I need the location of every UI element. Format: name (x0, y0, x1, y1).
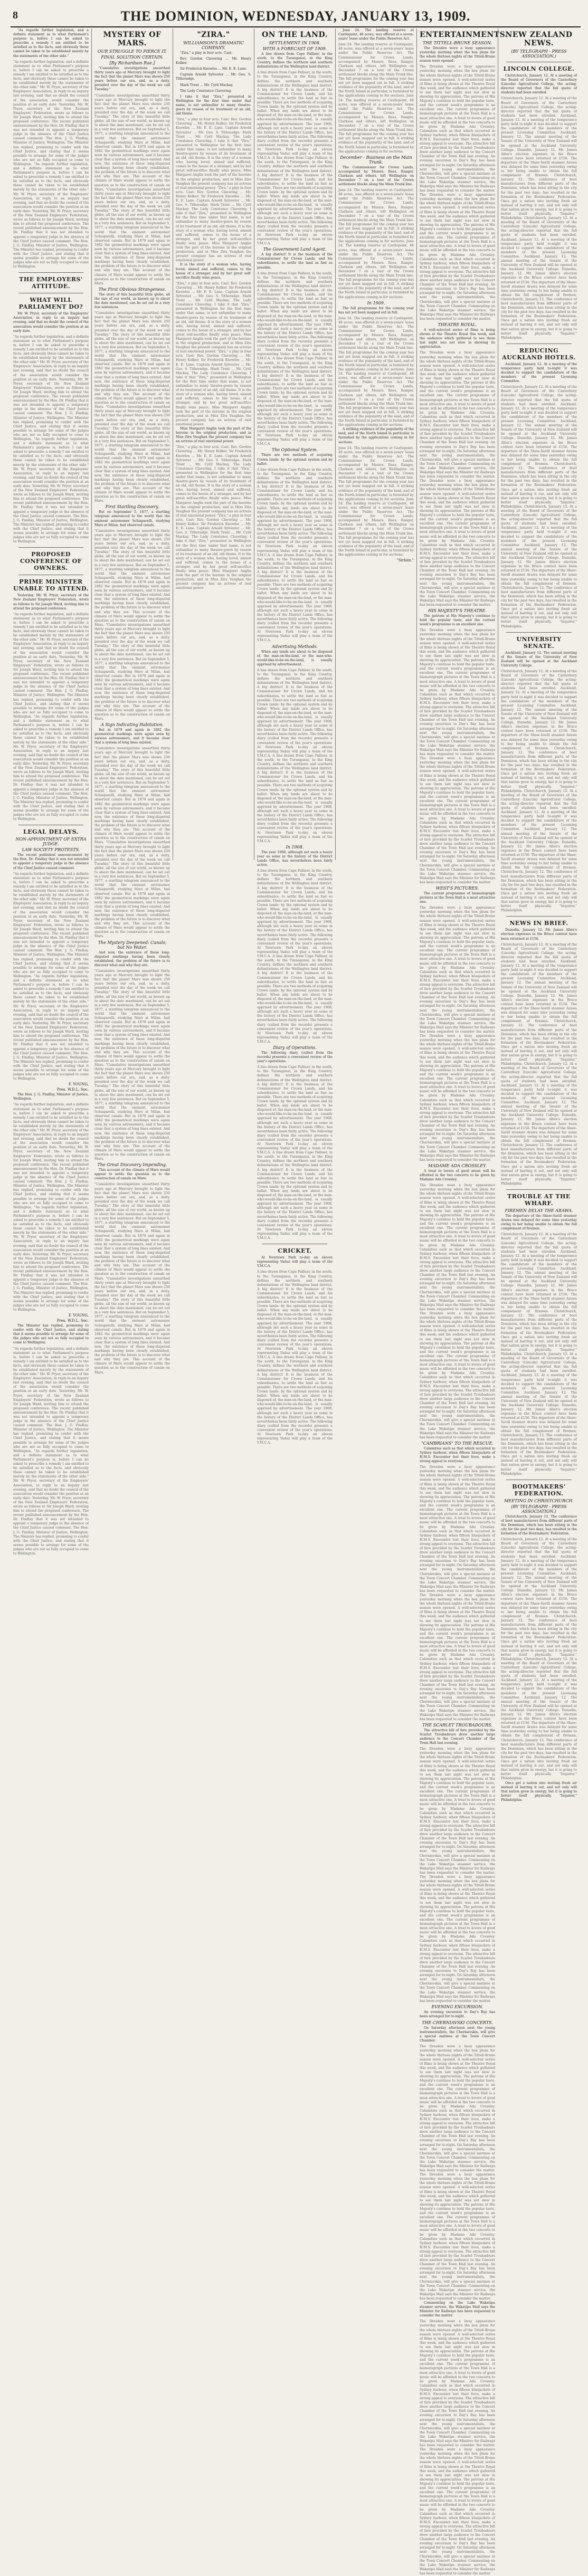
article-body: A treat to lovers of good music will be afforded in the two concerts to be given by Madame Ada Crossley. (420, 1169, 495, 1182)
subheading: Diary of Operations. (273, 1045, 317, 1050)
headline: WHAT WILL PARLIAMENT DO? (18, 297, 83, 311)
column-1 (11, 28, 92, 1556)
headline: REDUCING AUCKLAND HOTELS. (502, 347, 576, 361)
filler-text: "As regards further legislation, and a definite statement as to what Parliament's purpose is, before I can be asked to prescribe a remedy I am entitled to be satisfied as to the facts, and obviously these cannot be taken to be established merely by the statements of the other side." Mr. W. Pryor, secretary of the Employers' Association, in reply to an inquiry last evening, said that no doubt the council of the association would consider the position at an early date. Yesterday, Mr. W. Pryor, secretary of the New Zealand Employers' Federation, wrote as follows to Sir Joseph Ward, inviting him to attend the proposed conference. The recent published announcement by the Hon. Dr. Findlay that it was not intended to appoint a temporary judge in the absence of the Chief Justice caused comment. The Hon. J. G. Findlay, Minister of Justice, Wellington. The Minister has replied, promising to confer with the Chief Justice, and stating that it seems possible to arrange for some of the judges who are not so fully occupied to come to Wellington. "As regards further legislation, and a definite statement as to what Parliament's purpose is, before I can be asked to prescribe a remedy I am entitled to be satisfied as to the facts, and obviously these cannot be taken to be established merely by the statements of the other side." Mr. W. Pryor, secretary of the Employers' Association, in reply to an inquiry last evening, said that no doubt the council of the association would consider the position at an early date. Yesterday, Mr. W. Pryor, secretary of the New Zealand Employers' Federation, wrote as follows to Sir Joseph Ward, inviting him to attend the proposed conference. The recent published announcement by the Hon. Dr. Findlay that it was not intended to appoint a temporary judge in the absence of the Chief Justice caused comment. The Hon. J. G. Findlay, Minister of Justice, Wellington. The Minister has replied, promising to confer with the Chief Justice, and stating that it seems possible to arrange for some of the judges who are not so fully occupied to come to Wellington. (13, 1103, 89, 1312)
cast-intro: "Zira," a play in four acts. Cast: (180, 51, 233, 55)
page-number: 8 (13, 9, 18, 21)
article-body: I take it that "Zira," presented in Wellington for the first time under that name, is not unfamiliar to many theatre-goers by reason of its treatment of an old, old theme. (176, 94, 251, 116)
cast-entry: Mark Trent ... Mr. Cyril Mackay. (180, 83, 233, 87)
headline: ENTERTAINMENTS. (420, 31, 508, 39)
article-body: The Dresden wore a busy appearance yesterday morning when the box plans for the whole thirteen nights of the Tittell-Brune season were opened. (420, 46, 495, 63)
column-7 (498, 28, 580, 1802)
article-body: But in 1879 and again in 1882 the geometrical markings were again seen by various astronomers, and it became clear that a system of long lines existed. (94, 728, 170, 745)
subheading: MADAME ADA CROSSLEY. (428, 1163, 487, 1168)
cast-list (176, 51, 251, 93)
filler-text: "Zira," a play in four acts. Cast: Rev. Gordon Clavering ... Mr. Henry Kolker. Sir Frederick Knowles ... Mr. E. E. Lane. Captain Arnold Sylvester ... Mr. Geo. S. Titheradge. Mark Trent ... Mr. Cyril Mackay. The Lady Constance Clavering. I take it that "Zira," presented in Wellington for the first time under that name, is not unfamiliar to many theatre-goers by reason of its treatment of an old, old theme. It is the story of a woman who, having loved, sinned and suffered, comes to the house of a stranger, and by her great self-sacrifice finally wins peace. Miss Margaret Anglin took the part of the heroine in the original production, and in Miss Zira Vaughan the present company has an actress of real emotional power. "Zira," a play in four acts. Cast: Rev. Gordon Clavering ... Mr. Henry Kolker. Sir Frederick Knowles ... Mr. E. E. Lane. Captain Arnold Sylvester ... Mr. Geo. S. Titheradge. Mark Trent ... Mr. Cyril Mackay. The Lady Constance Clavering. I take it that "Zira," presented in Wellington for the first time under that name, is not unfamiliar to many theatre-goers by reason of its treatment of an old, old theme. It is the story of a woman who, having loved, sinned and suffered, comes to the house of a stranger, and by her great self-sacrifice finally wins peace. Miss Margaret Anglin took the part of the heroine in the original production, and in Miss Zira Vaughan the present company has an actress of real emotional power. (176, 118, 251, 263)
filler-text: The Dresden wore a busy appearance yesterday morning when the box plans for the whole thirteen nights of the Tittell-Brune season were opened. A well-selected series of films is being shown at the Theatre Royal this week, and the audience which gathered to see them last night was not slow in showing its appreciation. The patrons at His Majesty's continue to hold the popular taste, and the current week's programme is an excellent one. The current programme of biomatograph pictures at the Town Hall is a most attractive one. A treat to lovers of good music will be afforded in the two concerts to be given by Madame Ada Crossley. Calamities such as that which occurred in Sydney harbour, when fifteen bluejackets of H.M.S. Encounter lost their lives, make a strong appeal to everyone. The attractive bill of fare provided by the Scarlet Troubadours drew another large audience to the Concert Chamber of the Town Hall last evening. An evening excursion to Day's Bay has been arranged for to-night. On Saturday afternoon next the young instrumentalists, the Cherniavskis, will give a special matinee at the Town Concert Chamber. Commenting on the Lake Wakatipu steamer service, the Wakatipu Mail says the Minister for Railways has been requested to consider the matter. The Dresden wore a busy appearance yesterday morning when the box plans for the whole thirteen nights of the Tittell-Brune season were opened. A well-selected series of films is being shown at the Theatre Royal this week, and the audience which gathered to see them last night was not slow in showing its appreciation. The patrons at His Majesty's continue to hold the popular taste, and the current week's programme is an excellent one. The current programme of biomatograph pictures at the Town Hall is a most attractive one. A treat to lovers of good music will be afforded in the two concerts to be given by Madame Ada Crossley. Calamities such as that which occurred in Sydney harbour, when fifteen bluejackets of H.M.S. Encounter lost their lives, make a strong appeal to everyone. The attractive bill of fare provided by the Scarlet Troubadours drew another large audience to the Concert Chamber of the Town Hall last evening. An evening excursion to Day's Bay has been arranged for to-night. On Saturday afternoon next the young instrumentalists, the Cherniavskis, will give a special matinee at the Town Concert Chamber. Commenting on the Lake Wakatipu steamer service, the Wakatipu Mail says the Minister for Railways has been requested to consider the matter. (420, 65, 495, 321)
subheading: "CAMBRIANS" TO THE RESCUE. (421, 1440, 494, 1446)
filler-text: The Dresden wore a busy appearance yesterday morning when the box plans for the whole thirteen nights of the Tittell-Brune season were opened. A well-selected series of films is being shown at the Theatre Royal this week, and the audience which gathered to see them last night was not slow in showing its appreciation. The patrons at His Majesty's continue to hold the popular taste, and the current week's programme is an excellent one. The current programme of biomatograph pictures at the Town Hall is a most attractive one. A treat to lovers of good music will be afforded in the two concerts to be given by Madame Ada Crossley. Calamities such as that which occurred in Sydney harbour, when fifteen bluejackets of H.M.S. Encounter lost their lives, make a strong appeal to everyone. The attractive bill of fare provided by the Scarlet Troubadours drew another large audience to the Concert Chamber of the Town Hall last evening. An evening excursion to Day's Bay has been arranged for to-night. On Saturday afternoon next the young instrumentalists, the Cherniavskis, will give a special matinee at the Town Concert Chamber. Commenting on the Lake Wakatipu steamer service, the Wakatipu Mail says the Minister for Railways has been requested to consider the matter. The Dresden wore a busy appearance yesterday morning when the box plans for the whole thirteen nights of the Tittell-Brune season were opened. A well-selected series of films is being shown at the Theatre Royal this week, and the audience which gathered to see them last night was not slow in showing its appreciation. The patrons at His Majesty's continue to hold the popular taste, and the current week's programme is an excellent one. The current programme of biomatograph pictures at the Town Hall is a most attractive one. A treat to lovers of good music will be afforded in the two concerts to be given by Madame Ada Crossley. Calamities such as that which occurred in Sydney harbour, when fifteen bluejackets of H.M.S. Encounter lost their lives, make a strong appeal to everyone. The attractive bill of fare provided by the Scarlet Troubadours drew another large audience to the Concert Chamber of the Town Hall last evening. An evening excursion to Day's Bay has been arranged for to-night. On Saturday afternoon next the young instrumentalists, the Cherniavskis, will give a special matinee at the Town Concert Chamber. Commenting on the Lake Wakatipu steamer service, the Wakatipu Mail says the Minister for Railways has been requested to consider the matter. (420, 2045, 495, 2301)
filler-text: "Cumulative investigations unearthed thirty years ago at Mercury brought to light the fact that the planet Mars was shown 250 years before our era, and, as a deity, presided over the day of the week we call Tuesday." The story of this beautiful little globe, all the size of our world, as known up to about the date mentioned, can be set out in a very few sentences. But on September 5, 1877, a startling telegram announced to the world that the eminent astronomer Schiaparelli, studying Mars at Milan, had observed canals. But in 1879 and again in 1882 the geometrical markings were again seen by various astronomers, and it became clear that a system of long lines existed. And now, the existence of these long-disputed markings having been clearly established, the problem of the future is to discover what and why they are. This account of the climate of Mars would appear to settle the question as to the construction of canals on Mars. "Cumulative investigations unearthed thirty years ago at Mercury brought to light the fact that the planet Mars was shown 250 years before our era, and, as a deity, presided over the day of the week we call Tuesday." The story of this beautiful little globe, all the size of our world, as known up to about the date mentioned, can be set out in a very few sentences. But on September 5, 1877, a startling telegram announced to the world that the eminent astronomer Schiaparelli, studying Mars at Milan, had observed canals. But in 1879 and again in 1882 the geometrical markings were again seen by various astronomers, and it became clear that a system of long lines existed. And now, the existence of these long-disputed markings having been clearly established, the problem of the future is to discover what and why they are. This account of the climate of Mars would appear to settle the question as to the construction of canals on Mars. (94, 529, 170, 721)
article-body: The Minister has replied, promising to confer with the Chief Justice, and stating that it seems possible to arrange for some of the judges who are not so fully occupied to come to Wellington. (13, 1324, 89, 1345)
signature: F. YOUNG, (68, 1082, 89, 1087)
article-body: The current programme of biomatograph pictures at the Town Hall is a most attractive one. (420, 892, 495, 904)
subheading: FIREMEN DELAY THE ARAWA. (505, 1208, 573, 1213)
cast-entry: Rev. Gordon Clavering ... Mr. Henry Kolker. (176, 57, 251, 65)
filler-text: "Cumulative investigations unearthed thirty years ago at Mercury brought to light the fact that the planet Mars was shown 250 years before our era, and, as a deity, presided over the day of the week we call Tuesday." The story of this beautiful little globe, all the size of our world, as known up to about the date mentioned, can be set out in a very few sentences. But on September 5, 1877, a startling telegram announced to the world that the eminent astronomer Schiaparelli, studying Mars at Milan, had observed canals. But in 1879 and again in 1882 the geometrical markings were again seen by various astronomers, and it became clear that a system of long lines existed. And now, the existence of these long-disputed markings having been clearly established, the problem of the future is to discover what and why they are. This account of the climate of Mars would appear to settle the question as to the construction of canals on Mars. "Cumulative investigations unearthed thirty years ago at Mercury brought to light the fact that the planet Mars was shown 250 years before our era, and, as a deity, presided over the day of the week we call Tuesday." The story of this beautiful little globe, all the size of our world, as known up to about the date mentioned, can be set out in a very few sentences. But on September 5, 1877, a startling telegram announced to the world that the eminent astronomer Schiaparelli, studying Mars at Milan, had observed canals. But in 1879 and again in 1882 the geometrical markings were again seen by various astronomers, and it became clear that a system of long lines existed. And now, the existence of these long-disputed markings having been clearly established, the problem of the future is to discover what and why they are. This account of the climate of Mars would appear to settle the question as to the construction of canals on Mars. (94, 311, 170, 503)
subheading: THEATRE ROYAL. (438, 322, 477, 327)
headline: "ZIRA." (197, 31, 230, 39)
subheading: The Optional System. (271, 447, 318, 453)
filler-text: Christchurch, January 12. At a meeting of the Board of Governors of the Canterbury (Lincoln) Agricultural College, the acting-director reported that the full quota of students had been enrolled. Auckland, January 12. At a meeting of the temperance party held to-night it was decided to support the candidature of the members of the present Licensing Committee. Auckland, January 12. The annual meeting of the Senate of the University of New Zealand will be opened at the Auckland University College. Dunedin, January 12. Mr. James Allen's election expenses in the Bruce contest have been returned at £156. The departure of the Shaw-Savill steamer Arawa was delayed for some time yesterday owing to her being unable to obtain the full complement of firemen. Christchurch, January 12. The conference of boot manufacturers from different parts of the Dominion, which has been sitting in the city for the past two days, has resulted in the formation of the Bootmakers' Federation. Once get a nation into inviting fresh air instead of barring it out, and not only will that nation grow in energy, but it is going to better itself physically. "Inquirer," Philadelphia. Christchurch, January 12. At a meeting of the Board of Governors of the Canterbury (Lincoln) Agricultural College, the acting-director reported that the full quota of students had been enrolled. Auckland, January 12. At a meeting of the temperance party held to-night it was decided to support the candidature of the members of the present Licensing Committee. Auckland, January 12. The annual meeting of the Senate of the University of New Zealand will be opened at the Auckland University College. Dunedin, January 12. Mr. James Allen's election expenses in the Bruce contest have been returned at £156. The departure of the Shaw-Savill steamer Arawa was delayed for some time yesterday owing to her being unable to obtain the full complement of firemen. Christchurch, January 12. The conference of boot manufacturers from different parts of the Dominion, which has been sitting in the city for the past two days, has resulted in the formation of the Bootmakers' Federation. Once get a nation into inviting fresh air instead of barring it out, and not only will that nation grow in energy, but it is going to better itself physically. "Inquirer," Philadelphia. (501, 97, 577, 340)
article-body: The patrons at His Majesty's continue to hold the popular taste, and the current week's programme is an excellent one. (420, 614, 495, 627)
headline: PROPOSED CONFERENCE OF OWNERS. (20, 551, 82, 572)
article-body: Miss Margaret Anglin took the part of the heroine in the original production, and in Miss Zira Vaughan the present company has an actress of real emotional power. (176, 426, 251, 444)
filler-text: A line drawn from Cape Palliser, in the south, to the Turanganui, in the King Country, defines the northern and southern delimitations of the Wellington land district. A big district! It is the business of the Commissioner for Crown Lands, and his subordinates, to settle the land as fast as possible. There are two methods of acquiring Crown lands: by the optional system and by ballot. When any lands are about to be disposed of, the man-on-the-land, or the man-who-would-like-to-be-on-the-land, is usually apprised by advertisement. The year 1908, although not such a heavy year as some in the history of the District Lands Office, has nevertheless been fairly active. The following diary (culled from the records) presents a convenient review of the year's operations. At Newtown Park to-day an eleven representing Vaduz will play a team of the Y.M.C.A. A line drawn from Cape Palliser, in the south, to the Turanganui, in the King Country, defines the northern and southern delimitations of the Wellington land district. A big district! It is the business of the Commissioner for Crown Lands, and his subordinates, to settle the land as fast as possible. There are two methods of acquiring Crown lands: by the optional system and by ballot. When any lands are about to be disposed of, the man-on-the-land, or the man-who-would-like-to-be-on-the-land, is usually apprised by advertisement. The year 1908, although not such a heavy year as some in the history of the District Lands Office, has nevertheless been fairly active. The following diary (culled from the records) presents a convenient review of the year's operations. At Newtown Park to-day an eleven representing Vaduz will play a team of the Y.M.C.A. (257, 869, 333, 1044)
article-body: The departure of the Shaw-Savill steamer Arawa was delayed for some time yesterday owing to her being unable to obtain the full complement of firemen. (501, 1214, 577, 1231)
filler-text: Christchurch, January 12. At a meeting of the Board of Governors of the Canterbury (Lincoln) Agricultural College, the acting-director reported that the full quota of students had been enrolled. Auckland, January 12. At a meeting of the temperance party held to-night it was decided to support the candidature of the members of the present Licensing Committee. Auckland, January 12. The annual meeting of the Senate of the University of New Zealand will be opened at the Auckland University College. Dunedin, January 12. Mr. James Allen's election expenses in the Bruce contest have been returned at £156. The departure of the Shaw-Savill steamer Arawa was delayed for some time yesterday owing to her being unable to obtain the full complement of firemen. Christchurch, January 12. The conference of boot manufacturers from different parts of the Dominion, which has been sitting in the city for the past two days, has resulted in the formation of the Bootmakers' Federation. Once get a nation into inviting fresh air instead of barring it out, and not only will that nation grow in energy, but it is going to better itself physically. "Inquirer," Philadelphia. Christchurch, January 12. At a meeting of the Board of Governors of the Canterbury (Lincoln) Agricultural College, the acting-director reported that the full quota of students had been enrolled. Auckland, January 12. At a meeting of the temperance party held to-night it was decided to support the candidature of the members of the present Licensing Committee. Auckland, January 12. The annual meeting of the Senate of the University of New Zealand will be opened at the Auckland University College. Dunedin, January 12. Mr. James Allen's election expenses in the Bruce contest have been returned at £156. The departure of the Shaw-Savill steamer Arawa was delayed for some time yesterday owing to her being unable to obtain the full complement of firemen. Christchurch, January 12. The conference of boot manufacturers from different parts of the Dominion, which has been sitting in the city for the past two days, has resulted in the formation of the Bootmakers' Federation. Once get a nation into inviting fresh air instead of barring it out, and not only will that nation grow in energy, but it is going to better itself physically. "Inquirer," Philadelphia. (501, 1233, 577, 1476)
subheading: In 1908. (286, 844, 304, 850)
headline: NEWS IN BRIEF. (509, 920, 568, 927)
article-body: And now, the existence of these long-disputed markings having been clearly established, the problem of the future is to discover what and why they are. (94, 950, 170, 967)
subheading: OUR STRUGGLE TO PIERCE IT. (97, 49, 167, 54)
subheading: The Government Land Agent. (263, 247, 327, 252)
headline: PRIME MINISTER UNABLE TO ATTEND. (13, 578, 89, 593)
article-body: A big district! It is the business of the Commissioner for Crown Lands, and his subordinates, to settle the land as fast as possible. (257, 253, 333, 270)
filler-text: The Dresden wore a busy appearance yesterday morning when the box plans for the whole thirteen nights of the Tittell-Brune season were opened. A well-selected series of films is being shown at the Theatre Royal this week, and the audience which gathered to see them last night was not slow in showing its appreciation. The patrons at His Majesty's continue to hold the popular taste, and the current week's programme is an excellent one. The current programme of biomatograph pictures at the Town Hall is a most attractive one. A treat to lovers of good music will be afforded in the two concerts to be given by Madame Ada Crossley. Calamities such as that which occurred in Sydney harbour, when fifteen bluejackets of H.M.S. Encounter lost their lives, make a strong appeal to everyone. The attractive bill of fare provided by the Scarlet Troubadours drew another large audience to the Concert Chamber of the Town Hall last evening. An evening excursion to Day's Bay has been arranged for to-night. On Saturday afternoon next the young instrumentalists, the Cherniavskis, will give a special matinee at the Town Concert Chamber. Commenting on the Lake Wakatipu steamer service, the Wakatipu Mail says the Minister for Railways has been requested to consider the matter. The Dresden wore a busy appearance yesterday morning when the box plans for the whole thirteen nights of the Tittell-Brune season were opened. A well-selected series of films is being shown at the Theatre Royal this week, and the audience which gathered to see them last night was not slow in showing its appreciation. The patrons at His Majesty's continue to hold the popular taste, and the current week's programme is an excellent one. The current programme of biomatograph pictures at the Town Hall is a most attractive one. A treat to lovers of good music will be afforded in the two concerts to be given by Madame Ada Crossley. Calamities such as that which occurred in Sydney harbour, when fifteen bluejackets of H.M.S. Encounter lost their lives, make a strong appeal to everyone. The attractive bill of fare provided by the Scarlet Troubadours drew another large audience to the Concert Chamber of the Town Hall last evening. An evening excursion to Day's Bay has been arranged for to-night. On Saturday afternoon next the young instrumentalists, the Cherniavskis, will give a special matinee at the Town Concert Chamber. Commenting on the Lake Wakatipu steamer service, the Wakatipu Mail says the Minister for Railways has been requested to consider the matter. (420, 628, 495, 884)
signature: "Sirloin." (396, 558, 414, 563)
subheading: LAW SOCIETY PROTESTS. (22, 847, 80, 853)
cast-entry: Sir Frederick Knowles ... Mr. E. E. Lane. (180, 67, 247, 71)
headline: MYSTERY OF MARS. (103, 31, 162, 47)
filler-text: "As regards further legislation, and a definite statement as to what Parliament's purpose is, before I can be asked to prescribe a remedy I am entitled to be satisfied as to the facts, and obviously these cannot be taken to be established merely by the statements of the other side." Mr. W. Pryor, secretary of the Employers' Association, in reply to an inquiry last evening, said that no doubt the council of the association would consider the position at an early date. Yesterday, Mr. W. Pryor, secretary of the New Zealand Employers' Federation, wrote as follows to Sir Joseph Ward, inviting him to attend the proposed conference. The recent published announcement by the Hon. Dr. Findlay that it was not intended to appoint a temporary judge in the absence of the Chief Justice caused comment. The Hon. J. G. Findlay, Minister of Justice, Wellington. The Minister has replied, promising to confer with the Chief Justice, and stating that it seems possible to arrange for some of the judges who are not so fully occupied to come to Wellington. "As regards further legislation, and a definite statement as to what Parliament's purpose is, before I can be asked to prescribe a remedy I am entitled to be satisfied as to the facts, and obviously these cannot be taken to be established merely by the statements of the other side." Mr. W. Pryor, secretary of the Employers' Association, in reply to an inquiry last evening, said that no doubt the council of the association would consider the position at an early date. Yesterday, Mr. W. Pryor, secretary of the New Zealand Employers' Federation, wrote as follows to Sir Joseph Ward, inviting him to attend the proposed conference. The recent published announcement by the Hon. Dr. Findlay that it was not intended to appoint a temporary judge in the absence of the Chief Justice caused comment. The Hon. J. G. Findlay, Minister of Justice, Wellington. The Minister has replied, promising to confer with the Chief Justice, and stating that it seems possible to arrange for some of the judges who are not so fully occupied to come to Wellington. (13, 612, 89, 822)
column-3 (173, 28, 254, 860)
filler-text: A line drawn from Cape Palliser, in the south, to the Turanganui, in the King Country, defines the northern and southern delimitations of the Wellington land district. A big district! It is the business of the Commissioner for Crown Lands, and his subordinates, to settle the land as fast as possible. There are two methods of acquiring Crown lands: by the optional system and by ballot. When any lands are about to be disposed of, the man-on-the-land, or the man-who-would-like-to-be-on-the-land, is usually apprised by advertisement. The year 1908, although not such a heavy year as some in the history of the District Lands Office, has nevertheless been fairly active. The following diary (culled from the records) presents a convenient review of the year's operations. At Newtown Park to-day an eleven representing Vaduz will play a team of the Y.M.C.A. A line drawn from Cape Palliser, in the south, to the Turanganui, in the King Country, defines the northern and southern delimitations of the Wellington land district. A big district! It is the business of the Commissioner for Crown Lands, and his subordinates, to settle the land as fast as possible. There are two methods of acquiring Crown lands: by the optional system and by ballot. When any lands are about to be disposed of, the man-on-the-land, or the man-who-would-like-to-be-on-the-land, is usually apprised by advertisement. The year 1908, although not such a heavy year as some in the history of the District Lands Office, has nevertheless been fairly active. The following diary (culled from the records) presents a convenient review of the year's operations. At Newtown Park to-day an eleven representing Vaduz will play a team of the Y.M.C.A. (257, 271, 333, 446)
signature-title: Pres. W.D.L. Soc. (56, 1087, 89, 1092)
filler-text: A line drawn from Cape Palliser, in the south, to the Turanganui, in the King Country, defines the northern and southern delimitations of the Wellington land district. A big district! It is the business of the Commissioner for Crown Lands, and his subordinates, to settle the land as fast as possible. There are two methods of acquiring Crown lands: by the optional system and by ballot. When any lands are about to be disposed of, the man-on-the-land, or the man-who-would-like-to-be-on-the-land, is usually apprised by advertisement. The year 1908, although not such a heavy year as some in the history of the District Lands Office, has nevertheless been fairly active. The following diary (culled from the records) presents a convenient review of the year's operations. At Newtown Park to-day an eleven representing Vaduz will play a team of the Y.M.C.A. A line drawn from Cape Palliser, in the south, to the Turanganui, in the King Country, defines the northern and southern delimitations of the Wellington land district. A big district! It is the business of the Commissioner for Crown Lands, and his subordinates, to settle the land as fast as possible. There are two methods of acquiring Crown lands: by the optional system and by ballot. When any lands are about to be disposed of, the man-on-the-land, or the man-who-would-like-to-be-on-the-land, is usually apprised by advertisement. The year 1908, although not such a heavy year as some in the history of the District Lands Office, has nevertheless been fairly active. The following diary (culled from the records) presents a convenient review of the year's operations. At Newtown Park to-day an eleven representing Vaduz will play a team of the Y.M.C.A. (257, 668, 333, 843)
headline: LEGAL DELAYS. (23, 828, 79, 836)
article-intro: "As regards further legislation, and a definite statement as to what Parliament's purpose is, before I can be asked to prescribe a remedy I am entitled to be satisfied as to the facts, and obviously these cannot be taken to be established merely by the statements of the other side." (13, 28, 89, 58)
subheading: THE SCARLET TROUBADOURS. (422, 1722, 492, 1728)
article-body: Christchurch, January 12. The conference of boot manufacturers from different parts of the Dominion, which has been sitting in the city for the past two days, has resulted in the formation of the Bootmakers' Federation. (501, 1514, 577, 1536)
byline: [By Richardson Rae.] (109, 61, 155, 65)
filler-text: June 24. The landing reserve at Castlepoint, 48 acres, was offered at a seven-years' lease under the Public Reserves Act. The Commissioner for Crown Lands, accompanied by Messrs. Rees, Ranger, Clarkson and others, left Wellington on December 7 on a tour of the Crown settlement blocks along the Main Trunk line. The full programme for the coming year has not yet been mapped out in full. A striking evidence of the popularity of the land, and of the North Island in particular, is furnished by the applications coming in for sections. June 24. The landing reserve at Castlepoint, 48 acres, was offered at a seven-years' lease under the Public Reserves Act. The Commissioner for Crown Lands, accompanied by Messrs. Rees, Ranger, Clarkson and others, left Wellington on December 7 on a tour of the Crown settlement blocks along the Main Trunk line. The full programme for the coming year has not yet been mapped out in full. A striking evidence of the popularity of the land, and of the North Island in particular, is furnished by the applications coming in for sections. (338, 316, 414, 427)
subheading: In 1909. (367, 300, 385, 306)
filler-text: The Dresden wore a busy appearance yesterday morning when the box plans for the whole thirteen nights of the Tittell-Brune season were opened. A well-selected series of films is being shown at the Theatre Royal this week, and the audience which gathered to see them last night was not slow in showing its appreciation. The patrons at His Majesty's continue to hold the popular taste, and the current week's programme is an excellent one. The current programme of biomatograph pictures at the Town Hall is a most attractive one. A treat to lovers of good music will be afforded in the two concerts to be given by Madame Ada Crossley. Calamities such as that which occurred in Sydney harbour, when fifteen bluejackets of H.M.S. Encounter lost their lives, make a strong appeal to everyone. The attractive bill of fare provided by the Scarlet Troubadours drew another large audience to the Concert Chamber of the Town Hall last evening. An evening excursion to Day's Bay has been arranged for to-night. On Saturday afternoon next the young instrumentalists, the Cherniavskis, will give a special matinee at the Town Concert Chamber. Commenting on the Lake Wakatipu steamer service, the Wakatipu Mail says the Minister for Railways has been requested to consider the matter. The Dresden wore a busy appearance yesterday morning when the box plans for the whole thirteen nights of the Tittell-Brune season were opened. A well-selected series of films is being shown at the Theatre Royal this week, and the audience which gathered to see them last night was not slow in showing its appreciation. The patrons at His Majesty's continue to hold the popular taste, and the current week's programme is an excellent one. The current programme of biomatograph pictures at the Town Hall is a most attractive one. A treat to lovers of good music will be afforded in the two concerts to be given by Madame Ada Crossley. Calamities such as that which occurred in Sydney harbour, when fifteen bluejackets of H.M.S. Encounter lost their lives, make a strong appeal to everyone. The attractive bill of fare provided by the Scarlet Troubadours drew another large audience to the Concert Chamber of the Town Hall last evening. An evening excursion to Day's Bay has been arranged for to-night. On Saturday afternoon next the young instrumentalists, the Cherniavskis, will give a special matinee at the Town Concert Chamber. Commenting on the Lake Wakatipu steamer service, the Wakatipu Mail says the Minister for Railways has been requested to consider the matter. (420, 1747, 495, 2003)
filler-text: "Cumulative investigations unearthed thirty years ago at Mercury brought to light the fact that the planet Mars was shown 250 years before our era, and, as a deity, presided over the day of the week we call Tuesday." The story of this beautiful little globe, all the size of our world, as known up to about the date mentioned, can be set out in a very few sentences. But on September 5, 1877, a startling telegram announced to the world that the eminent astronomer Schiaparelli, studying Mars at Milan, had observed canals. But in 1879 and again in 1882 the geometrical markings were again seen by various astronomers, and it became clear that a system of long lines existed. And now, the existence of these long-disputed markings having been clearly established, the problem of the future is to discover what and why they are. This account of the climate of Mars would appear to settle the question as to the construction of canals on Mars. "Cumulative investigations unearthed thirty years ago at Mercury brought to light the fact that the planet Mars was shown 250 years before our era, and, as a deity, presided over the day of the week we call Tuesday." The story of this beautiful little globe, all the size of our world, as known up to about the date mentioned, can be set out in a very few sentences. But on September 5, 1877, a startling telegram announced to the world that the eminent astronomer Schiaparelli, studying Mars at Milan, had observed canals. But in 1879 and again in 1882 the geometrical markings were again seen by various astronomers, and it became clear that a system of long lines existed. And now, the existence of these long-disputed markings having been clearly established, the problem of the future is to discover what and why they are. This account of the climate of Mars would appear to settle the question as to the construction of canals on Mars. (94, 747, 170, 939)
newspaper-title: THE DOMINION, WEDNESDAY, JANUARY 13, 1909. (120, 8, 471, 24)
article-body: Christchurch, January 12. At a meeting of the Board of Governors of the Canterbury (Lincoln) Agricultural College, the acting-director reported that the full quota of students had been enrolled. (501, 74, 577, 95)
article-body: Yesterday, Mr. W. Pryor, secretary of the New Zealand Employers' Federation, wrote as follows to Sir Joseph Ward, inviting him to attend the proposed conference. (13, 594, 89, 610)
filler-text: "Cumulative investigations unearthed thirty years ago at Mercury brought to light the fact that the planet Mars was shown 250 years before our era, and, as a deity, presided over the day of the week we call Tuesday." The story of this beautiful little globe, all the size of our world, as known up to about the date mentioned, can be set out in a very few sentences. But on September 5, 1877, a startling telegram announced to the world that the eminent astronomer Schiaparelli, studying Mars at Milan, had observed canals. But in 1879 and again in 1882 the geometrical markings were again seen by various astronomers, and it became clear that a system of long lines existed. And now, the existence of these long-disputed markings having been clearly established, the problem of the future is to discover what and why they are. This account of the climate of Mars would appear to settle the question as to the construction of canals on Mars. "Cumulative investigations unearthed thirty years ago at Mercury brought to light the fact that the planet Mars was shown 250 years before our era, and, as a deity, presided over the day of the week we call Tuesday." The story of this beautiful little globe, all the size of our world, as known up to about the date mentioned, can be set out in a very few sentences. But on September 5, 1877, a startling telegram announced to the world that the eminent astronomer Schiaparelli, studying Mars at Milan, had observed canals. But in 1879 and again in 1882 the geometrical markings were again seen by various astronomers, and it became clear that a system of long lines existed. And now, the existence of these long-disputed markings having been clearly established, the problem of the future is to discover what and why they are. This account of the climate of Mars would appear to settle the question as to the construction of canals on Mars. (94, 969, 170, 1161)
subheading: WEST'S PICTURES. (435, 886, 479, 891)
filler-text: "As regards further legislation, and a definite statement as to what Parliament's purpose is, before I can be asked to prescribe a remedy I am entitled to be satisfied as to the facts, and obviously these cannot be taken to be established merely by the statements of the other side." Mr. W. Pryor, secretary of the Employers' Association, in reply to an inquiry last evening, said that no doubt the council of the association would consider the position at an early date. Yesterday, Mr. W. Pryor, secretary of the New Zealand Employers' Federation, wrote as follows to Sir Joseph Ward, inviting him to attend the proposed conference. The recent published announcement by the Hon. Dr. Findlay that it was not intended to appoint a temporary judge in the absence of the Chief Justice caused comment. The Hon. J. G. Findlay, Minister of Justice, Wellington. The Minister has replied, promising to confer with the Chief Justice, and stating that it seems possible to arrange for some of the judges who are not so fully occupied to come to Wellington. "As regards further legislation, and a definite statement as to what Parliament's purpose is, before I can be asked to prescribe a remedy I am entitled to be satisfied as to the facts, and obviously these cannot be taken to be established merely by the statements of the other side." Mr. W. Pryor, secretary of the Employers' Association, in reply to an inquiry last evening, said that no doubt the council of the association would consider the position at an early date. Yesterday, Mr. W. Pryor, secretary of the New Zealand Employers' Federation, wrote as follows to Sir Joseph Ward, inviting him to attend the proposed conference. The recent published announcement by the Hon. Dr. Findlay that it was not intended to appoint a temporary judge in the absence of the Chief Justice caused comment. The Hon. J. G. Findlay, Minister of Justice, Wellington. The Minister has replied, promising to confer with the Chief Justice, and stating that it seems possible to arrange for some of the judges who are not so fully occupied to come to Wellington. (13, 335, 89, 544)
article-body: On Saturday afternoon next the young instrumentalists, the Cherniavskis, will give a special matinee at the Town Concert Chamber. (420, 2026, 495, 2043)
filler-text: A line drawn from Cape Palliser, in the south, to the Turanganui, in the King Country, defines the northern and southern delimitations of the Wellington land district. A big district! It is the business of the Commissioner for Crown Lands, and his subordinates, to settle the land as fast as possible. There are two methods of acquiring Crown lands: by the optional system and by ballot. When any lands are about to be disposed of, the man-on-the-land, or the man-who-would-like-to-be-on-the-land, is usually apprised by advertisement. The year 1908, although not such a heavy year as some in the history of the District Lands Office, has nevertheless been fairly active. The following diary (culled from the records) presents a convenient review of the year's operations. At Newtown Park to-day an eleven representing Vaduz will play a team of the Y.M.C.A. A line drawn from Cape Palliser, in the south, to the Turanganui, in the King Country, defines the northern and southern delimitations of the Wellington land district. A big district! It is the business of the Commissioner for Crown Lands, and his subordinates, to settle the land as fast as possible. There are two methods of acquiring Crown lands: by the optional system and by ballot. When any lands are about to be disposed of, the man-on-the-land, or the man-who-would-like-to-be-on-the-land, is usually apprised by advertisement. The year 1908, although not such a heavy year as some in the history of the District Lands Office, has nevertheless been fairly active. The following diary (culled from the records) presents a convenient review of the year's operations. At Newtown Park to-day an eleven representing Vaduz will play a team of the Y.M.C.A. (257, 468, 333, 643)
article-body: There are two methods of acquiring Crown lands: by the optional system and by ballot. (257, 453, 333, 466)
article-body: But on September 5, 1877, a startling telegram announced to the world that the eminent astronomer Schiaparelli, studying Mars at Milan, had observed canals. (94, 510, 170, 527)
subheading: SETTLEMENT IN 1908. (269, 41, 321, 45)
article-body: Commenting on the Lake Wakatipu steamer service, the Wakatipu Mail says the Minister for Railways has been requested to consider the matter. (420, 2301, 495, 2318)
filler-text: The Dresden wore a busy appearance yesterday morning when the box plans for the whole thirteen nights of the Tittell-Brune season were opened. A well-selected series of films is being shown at the Theatre Royal this week, and the audience which gathered to see them last night was not slow in showing its appreciation. The patrons at His Majesty's continue to hold the popular taste, and the current week's programme is an excellent one. The current programme of biomatograph pictures at the Town Hall is a most attractive one. A treat to lovers of good music will be afforded in the two concerts to be given by Madame Ada Crossley. Calamities such as that which occurred in Sydney harbour, when fifteen bluejackets of H.M.S. Encounter lost their lives, make a strong appeal to everyone. The attractive bill of fare provided by the Scarlet Troubadours drew another large audience to the Concert Chamber of the Town Hall last evening. An evening excursion to Day's Bay has been arranged for to-night. On Saturday afternoon next the young instrumentalists, the Cherniavskis, will give a special matinee at the Town Concert Chamber. Commenting on the Lake Wakatipu steamer service, the Wakatipu Mail says the Minister for Railways has been requested to consider the matter. The Dresden wore a busy appearance yesterday morning when the box plans for the whole thirteen nights of the Tittell-Brune season were opened. A well-selected series of films is being shown at the Theatre Royal this week, and the audience which gathered to see them last night was not slow in showing its appreciation. The patrons at His Majesty's continue to hold the popular taste, and the current week's programme is an excellent one. The current programme of biomatograph pictures at the Town Hall is a most attractive one. A treat to lovers of good music will be afforded in the two concerts to be given by Madame Ada Crossley. Calamities such as that which occurred in Sydney harbour, when fifteen bluejackets of H.M.S. Encounter lost their lives, make a strong appeal to everyone. The attractive bill of fare provided by the Scarlet Troubadours drew another large audience to the Concert Chamber of the Town Hall last evening. An evening excursion to Day's Bay has been arranged for to-night. On Saturday afternoon next the young instrumentalists, the Cherniavskis, will give a special matinee at the Town Concert Chamber. Commenting on the Lake Wakatipu steamer service, the Wakatipu Mail says the Minister for Railways has been requested to consider the matter. (420, 1184, 495, 1439)
column-2 (92, 28, 173, 1375)
headline: LINCOLN COLLEGE. (503, 65, 575, 72)
article-body: Auckland, January 12. The annual meeting of the Senate of the University of New Zealand will be opened at the Auckland University College. (501, 651, 577, 667)
filler-text: A line drawn from Cape Palliser, in the south, to the Turanganui, in the King Country, defines the northern and southern delimitations of the Wellington land district. A big district! It is the business of the Commissioner for Crown Lands, and his subordinates, to settle the land as fast as possible. There are two methods of acquiring Crown lands: by the optional system and by ballot. When any lands are about to be disposed of, the man-on-the-land, or the man-who-would-like-to-be-on-the-land, is usually apprised by advertisement. The year 1908, although not such a heavy year as some in the history of the District Lands Office, has nevertheless been fairly active. The following diary (culled from the records) presents a convenient review of the year's operations. At Newtown Park to-day an eleven representing Vaduz will play a team of the Y.M.C.A. A line drawn from Cape Palliser, in the south, to the Turanganui, in the King Country, defines the northern and southern delimitations of the Wellington land district. A big district! It is the business of the Commissioner for Crown Lands, and his subordinates, to settle the land as fast as possible. There are two methods of acquiring Crown lands: by the optional system and by ballot. When any lands are about to be disposed of, the man-on-the-land, or the man-who-would-like-to-be-on-the-land, is usually apprised by advertisement. The year 1908, although not such a heavy year as some in the history of the District Lands Office, has nevertheless been fairly active. The following diary (culled from the records) presents a convenient review of the year's operations. At Newtown Park to-day an eleven representing Vaduz will play a team of the Y.M.C.A. (257, 1065, 333, 1241)
article-body: The year 1908, although not such a heavy year as some in the history of the District Lands Office, has nevertheless been fairly active. (257, 850, 333, 867)
article-body: Calamities such as that which occurred in Sydney harbour, when fifteen bluejackets of H.M.S. Encounter lost their lives, make a strong appeal to everyone. (420, 1446, 495, 1464)
subheading: WITH A FORECAST OF 1909. (262, 46, 327, 51)
cast-entry: Captain Arnold Sylvester ... Mr. Geo. S. Titheradge. (176, 73, 251, 81)
subheading: MEETING IN CHRISTCHURCH. (504, 1498, 574, 1503)
masthead (11, 7, 581, 27)
article-body: A striking evidence of the popularity of the land, and of the North Island in particular, is furnished by the applications coming in for sections. (338, 427, 414, 444)
article-body: Dunedin, January 12. Mr. James Allen's election expenses in the Bruce contest have been returned at £156. (501, 928, 577, 941)
filler-text: "As regards further legislation, and a definite statement as to what Parliament's purpose is, before I can be asked to prescribe a remedy I am entitled to be satisfied as to the facts, and obviously these cannot be taken to be established merely by the statements of the other side." Mr. W. Pryor, secretary of the Employers' Association, in reply to an inquiry last evening, said that no doubt the council of the association would consider the position at an early date. Yesterday, Mr. W. Pryor, secretary of the New Zealand Employers' Federation, wrote as follows to Sir Joseph Ward, inviting him to attend the proposed conference. The recent published announcement by the Hon. Dr. Findlay that it was not intended to appoint a temporary judge in the absence of the Chief Justice caused comment. The Hon. J. G. Findlay, Minister of Justice, Wellington. The Minister has replied, promising to confer with the Chief Justice, and stating that it seems possible to arrange for some of the judges who are not so fully occupied to come to Wellington. "As regards further legislation, and a definite statement as to what Parliament's purpose is, before I can be asked to prescribe a remedy I am entitled to be satisfied as to the facts, and obviously these cannot be taken to be established merely by the statements of the other side." Mr. W. Pryor, secretary of the Employers' Association, in reply to an inquiry last evening, said that no doubt the council of the association would consider the position at an early date. Yesterday, Mr. W. Pryor, secretary of the New Zealand Employers' Federation, wrote as follows to Sir Joseph Ward, inviting him to attend the proposed conference. The recent published announcement by the Hon. Dr. Findlay that it was not intended to appoint a temporary judge in the absence of the Chief Justice caused comment. The Hon. J. G. Findlay, Minister of Justice, Wellington. The Minister has replied, promising to confer with the Chief Justice, and stating that it seems possible to arrange for some of the judges who are not so fully occupied to come to Wellington. (13, 60, 89, 269)
signature-title: Pres. W.D.L. Soc. (56, 1319, 89, 1323)
subheading: The First Obvious Strangeness. (98, 287, 166, 292)
subheading: The Great Discovery Impending. (97, 1162, 167, 1168)
subheading: A Sign Indicating Habitation. (101, 722, 164, 727)
article-body: The recent published announcement by the Hon. Dr. Findlay that it was not intended to appoint a temporary judge in the absence of the Chief Justice caused comment. (13, 853, 89, 870)
subheading: EVENING EXCURSION. (431, 2004, 483, 2009)
filler-text: A line drawn from Cape Palliser, in the south, to the Turanganui, in the King Country, defines the northern and southern delimitations of the Wellington land district. A big district! It is the business of the Commissioner for Crown Lands, and his subordinates, to settle the land as fast as possible. There are two methods of acquiring Crown lands: by the optional system and by ballot. When any lands are about to be disposed of, the man-on-the-land, or the man-who-would-like-to-be-on-the-land, is usually apprised by advertisement. The year 1908, although not such a heavy year as some in the history of the District Lands Office, has nevertheless been fairly active. The following diary (culled from the records) presents a convenient review of the year's operations. At Newtown Park to-day an eleven representing Vaduz will play a team of the Y.M.C.A. A line drawn from Cape Palliser, in the south, to the Turanganui, in the King Country, defines the northern and southern delimitations of the Wellington land district. A big district! It is the business of the Commissioner for Crown Lands, and his subordinates, to settle the land as fast as possible. There are two methods of acquiring Crown lands: by the optional system and by ballot. When any lands are about to be disposed of, the man-on-the-land, or the man-who-would-like-to-be-on-the-land, is usually apprised by advertisement. The year 1908, although not such a heavy year as some in the history of the District Lands Office, has nevertheless been fairly active. The following diary (culled from the records) presents a convenient review of the year's operations. At Newtown Park to-day an eleven representing Vaduz will play a team of the Y.M.C.A. (257, 1270, 333, 1445)
filler-text: June 24. The landing reserve at Castlepoint, 48 acres, was offered at a seven-years' lease under the Public Reserves Act. The Commissioner for Crown Lands, accompanied by Messrs. Rees, Ranger, Clarkson and others, left Wellington on December 7 on a tour of the Crown settlement blocks along the Main Trunk line. The full programme for the coming year has not yet been mapped out in full. A striking evidence of the popularity of the land, and of the North Island in particular, is furnished by the applications coming in for sections. June 24. The landing reserve at Castlepoint, 48 acres, was offered at a seven-years' lease under the Public Reserves Act. The Commissioner for Crown Lands, accompanied by Messrs. Rees, Ranger, Clarkson and others, left Wellington on December 7 on a tour of the Crown settlement blocks along the Main Trunk line. The full programme for the coming year has not yet been mapped out in full. A striking evidence of the popularity of the land, and of the North Island in particular, is furnished by the applications coming in for sections. (338, 446, 414, 557)
subheading: First Startling Discovery. (105, 504, 159, 510)
column-5 (336, 28, 417, 860)
article-body: Once get a nation into inviting fresh air instead of barring it out, and not only will that nation grow in energy, but it is going to better itself physically. "Inquirer," Philadelphia. (501, 1781, 577, 1802)
article-body: It is the story of a woman who, having loved, sinned and suffered, comes to the house of a stranger, and by her great self-sacrifice finally wins peace. (176, 263, 251, 280)
filler-text: A line drawn from Cape Palliser, in the south, to the Turanganui, in the King Country, defines the northern and southern delimitations of the Wellington land district. A big district! It is the business of the Commissioner for Crown Lands, and his subordinates, to settle the land as fast as possible. There are two methods of acquiring Crown lands: by the optional system and by ballot. When any lands are about to be disposed of, the man-on-the-land, or the man-who-would-like-to-be-on-the-land, is usually apprised by advertisement. The year 1908, although not such a heavy year as some in the history of the District Lands Office, has nevertheless been fairly active. The following diary (culled from the records) presents a convenient review of the year's operations. At Newtown Park to-day an eleven representing Vaduz will play a team of the Y.M.C.A. A line drawn from Cape Palliser, in the south, to the Turanganui, in the King Country, defines the northern and southern delimitations of the Wellington land district. A big district! It is the business of the Commissioner for Crown Lands, and his subordinates, to settle the land as fast as possible. There are two methods of acquiring Crown lands: by the optional system and by ballot. When any lands are about to be disposed of, the man-on-the-land, or the man-who-would-like-to-be-on-the-land, is usually apprised by advertisement. The year 1908, although not such a heavy year as some in the history of the District Lands Office, has nevertheless been fairly active. The following diary (culled from the records) presents a convenient review of the year's operations. At Newtown Park to-day an eleven representing Vaduz will play a team of the Y.M.C.A. (257, 71, 333, 246)
article-body: The Hon. J. G. Findlay, Minister of Justice, Wellington. (13, 1093, 89, 1101)
article-body: Mr. W. Pryor, secretary of the Employers' Association, in reply to an inquiry last evening, said that no doubt the council of the association would consider the position at an early date. (13, 312, 89, 333)
subheading: WILLIAMSON'S DRAMATIC COMPANY. (183, 41, 244, 50)
filler-text: June 24. The landing reserve at Castlepoint, 48 acres, was offered at a seven-years' lease under the Public Reserves Act. The Commissioner for Crown Lands, accompanied by Messrs. Rees, Ranger, Clarkson and others, left Wellington on December 7 on a tour of the Crown settlement blocks along the Main Trunk line. The full programme for the coming year has not yet been mapped out in full. A striking evidence of the popularity of the land, and of the North Island in particular, is furnished by the applications coming in for sections. June 24. The landing reserve at Castlepoint, 48 acres, was offered at a seven-years' lease under the Public Reserves Act. The Commissioner for Crown Lands, accompanied by Messrs. Rees, Ranger, Clarkson and others, left Wellington on December 7 on a tour of the Crown settlement blocks along the Main Trunk line. The full programme for the coming year has not yet been mapped out in full. A striking evidence of the popularity of the land, and of the North Island in particular, is furnished by the applications coming in for sections. (338, 188, 414, 299)
filler-text: The Dresden wore a busy appearance yesterday morning when the box plans for the whole thirteen nights of the Tittell-Brune season were opened. A well-selected series of films is being shown at the Theatre Royal this week, and the audience which gathered to see them last night was not slow in showing its appreciation. The patrons at His Majesty's continue to hold the popular taste, and the current week's programme is an excellent one. The current programme of biomatograph pictures at the Town Hall is a most attractive one. A treat to lovers of good music will be afforded in the two concerts to be given by Madame Ada Crossley. Calamities such as that which occurred in Sydney harbour, when fifteen bluejackets of H.M.S. Encounter lost their lives, make a strong appeal to everyone. The attractive bill of fare provided by the Scarlet Troubadours drew another large audience to the Concert Chamber of the Town Hall last evening. An evening excursion to Day's Bay has been arranged for to-night. On Saturday afternoon next the young instrumentalists, the Cherniavskis, will give a special matinee at the Town Concert Chamber. Commenting on the Lake Wakatipu steamer service, the Wakatipu Mail says the Minister for Railways has been requested to consider the matter. The Dresden wore a busy appearance yesterday morning when the box plans for the whole thirteen nights of the Tittell-Brune season were opened. A well-selected series of films is being shown at the Theatre Royal this week, and the audience which gathered to see them last night was not slow in showing its appreciation. The patrons at His Majesty's continue to hold the popular taste, and the current week's programme is an excellent one. The current programme of biomatograph pictures at the Town Hall is a most attractive one. A treat to lovers of good music will be afforded in the two concerts to be given by Madame Ada Crossley. Calamities such as that which occurred in Sydney harbour, when fifteen bluejackets of H.M.S. Encounter lost their lives, make a strong appeal to everyone. The attractive bill of fare provided by the Scarlet Troubadours drew another large audience to the Concert Chamber of the Town Hall last evening. An evening excursion to Day's Bay has been arranged for to-night. On Saturday afternoon next the young instrumentalists, the Cherniavskis, will give a special matinee at the Town Concert Chamber. Commenting on the Lake Wakatipu steamer service, the Wakatipu Mail says the Minister for Railways has been requested to consider the matter. (420, 351, 495, 607)
filler-text: "As regards further legislation, and a definite statement as to what Parliament's purpose is, before I can be asked to prescribe a remedy I am entitled to be satisfied as to the facts, and obviously these cannot be taken to be established merely by the statements of the other side." Mr. W. Pryor, secretary of the Employers' Association, in reply to an inquiry last evening, said that no doubt the council of the association would consider the position at an early date. Yesterday, Mr. W. Pryor, secretary of the New Zealand Employers' Federation, wrote as follows to Sir Joseph Ward, inviting him to attend the proposed conference. The recent published announcement by the Hon. Dr. Findlay that it was not intended to appoint a temporary judge in the absence of the Chief Justice caused comment. The Hon. J. G. Findlay, Minister of Justice, Wellington. The Minister has replied, promising to confer with the Chief Justice, and stating that it seems possible to arrange for some of the judges who are not so fully occupied to come to Wellington. "As regards further legislation, and a definite statement as to what Parliament's purpose is, before I can be asked to prescribe a remedy I am entitled to be satisfied as to the facts, and obviously these cannot be taken to be established merely by the statements of the other side." Mr. W. Pryor, secretary of the Employers' Association, in reply to an inquiry last evening, said that no doubt the council of the association would consider the position at an early date. Yesterday, Mr. W. Pryor, secretary of the New Zealand Employers' Federation, wrote as follows to Sir Joseph Ward, inviting him to attend the proposed conference. The recent published announcement by the Hon. Dr. Findlay that it was not intended to appoint a temporary judge in the absence of the Chief Justice caused comment. The Hon. J. G. Findlay, Minister of Justice, Wellington. The Minister has replied, promising to confer with the Chief Justice, and stating that it seems possible to arrange for some of the judges who are not so fully occupied to come to Wellington. (13, 1347, 89, 1556)
subheading: HIS MAJESTY'S THEATRE. (428, 608, 487, 614)
filler-text: "Zira," a play in four acts. Cast: Rev. Gordon Clavering ... Mr. Henry Kolker. Sir Frederick Knowles ... Mr. E. E. Lane. Captain Arnold Sylvester ... Mr. Geo. S. Titheradge. Mark Trent ... Mr. Cyril Mackay. The Lady Constance Clavering. I take it that "Zira," presented in Wellington for the first time under that name, is not unfamiliar to many theatre-goers by reason of its treatment of an old, old theme. It is the story of a woman who, having loved, sinned and suffered, comes to the house of a stranger, and by her great self-sacrifice finally wins peace. Miss Margaret Anglin took the part of the heroine in the original production, and in Miss Zira Vaughan the present company has an actress of real emotional power. "Zira," a play in four acts. Cast: Rev. Gordon Clavering ... Mr. Henry Kolker. Sir Frederick Knowles ... Mr. E. E. Lane. Captain Arnold Sylvester ... Mr. Geo. S. Titheradge. Mark Trent ... Mr. Cyril Mackay. The Lady Constance Clavering. I take it that "Zira," presented in Wellington for the first time under that name, is not unfamiliar to many theatre-goers by reason of its treatment of an old, old theme. It is the story of a woman who, having loved, sinned and suffered, comes to the house of a stranger, and by her great self-sacrifice finally wins peace. Miss Margaret Anglin took the part of the heroine in the original production, and in Miss Zira Vaughan the present company has an actress of real emotional power. (176, 445, 251, 590)
subheading: THE CHERNIAVSKI CONCERTS. (422, 2020, 493, 2025)
filler-text: The Dresden wore a busy appearance yesterday morning when the box plans for the whole thirteen nights of the Tittell-Brune season were opened. A well-selected series of films is being shown at the Theatre Royal this week, and the audience which gathered to see them last night was not slow in showing its appreciation. The patrons at His Majesty's continue to hold the popular taste, and the current week's programme is an excellent one. The current programme of biomatograph pictures at the Town Hall is a most attractive one. A treat to lovers of good music will be afforded in the two concerts to be given by Madame Ada Crossley. Calamities such as that which occurred in Sydney harbour, when fifteen bluejackets of H.M.S. Encounter lost their lives, make a strong appeal to everyone. The attractive bill of fare provided by the Scarlet Troubadours drew another large audience to the Concert Chamber of the Town Hall last evening. An evening excursion to Day's Bay has been arranged for to-night. On Saturday afternoon next the young instrumentalists, the Cherniavskis, will give a special matinee at the Town Concert Chamber. Commenting on the Lake Wakatipu steamer service, the Wakatipu Mail says the Minister for Railways has been requested to consider the matter. The Dresden wore a busy appearance yesterday morning when the box plans for the whole thirteen nights of the Tittell-Brune season were opened. A well-selected series of films is being shown at the Theatre Royal this week, and the audience which gathered to see them last night was not slow in showing its appreciation. The patrons at His Majesty's continue to hold the popular taste, and the current week's programme is an excellent one. The current programme of biomatograph pictures at the Town Hall is a most attractive one. A treat to lovers of good music will be afforded in the two concerts to be given by Madame Ada Crossley. Calamities such as that which occurred in Sydney harbour, when fifteen bluejackets of H.M.S. Encounter lost their lives, make a strong appeal to everyone. The attractive bill of fare provided by the Scarlet Troubadours drew another large audience to the Concert Chamber of the Town Hall last evening. An evening excursion to Day's Bay has been arranged for to-night. On Saturday afternoon next the young instrumentalists, the Cherniavskis, will give a special matinee at the Town Concert Chamber. Commenting on the Lake Wakatipu steamer service, the Wakatipu Mail says the Minister for Railways has been requested to consider the matter. (420, 906, 495, 1162)
filler-text: June 24. The landing reserve at Castlepoint, 48 acres, was offered at a seven-years' lease under the Public Reserves Act. The Commissioner for Crown Lands, accompanied by Messrs. Rees, Ranger, Clarkson and others, left Wellington on December 7 on a tour of the Crown settlement blocks along the Main Trunk line. The full programme for the coming year has not yet been mapped out in full. A striking evidence of the popularity of the land, and of the North Island in particular, is furnished by the applications coming in for sections. June 24. The landing reserve at Castlepoint, 48 acres, was offered at a seven-years' lease under the Public Reserves Act. The Commissioner for Crown Lands, accompanied by Messrs. Rees, Ranger, Clarkson and others, left Wellington on December 7 on a tour of the Crown settlement blocks along the Main Trunk line. The full programme for the coming year has not yet been mapped out in full. A striking evidence of the popularity of the land, and of the North Island in particular, is furnished by the applications coming in for sections. (338, 43, 414, 154)
article-body: When any lands are about to be disposed of, the man-on-the-land, or the man-who-would-like-to-be-on-the-land, is usually apprised by advertisement. (257, 650, 333, 666)
filler-text: Christchurch, January 12. At a meeting of the Board of Governors of the Canterbury (Lincoln) Agricultural College, the acting-director reported that the full quota of students had been enrolled. Auckland, January 12. At a meeting of the temperance party held to-night it was decided to support the candidature of the members of the present Licensing Committee. Auckland, January 12. The annual meeting of the Senate of the University of New Zealand will be opened at the Auckland University College. Dunedin, January 12. Mr. James Allen's election expenses in the Bruce contest have been returned at £156. The departure of the Shaw-Savill steamer Arawa was delayed for some time yesterday owing to her being unable to obtain the full complement of firemen. Christchurch, January 12. The conference of boot manufacturers from different parts of the Dominion, which has been sitting in the city for the past two days, has resulted in the formation of the Bootmakers' Federation. Once get a nation into inviting fresh air instead of barring it out, and not only will that nation grow in energy, but it is going to better itself physically. "Inquirer," Philadelphia. Christchurch, January 12. At a meeting of the Board of Governors of the Canterbury (Lincoln) Agricultural College, the acting-director reported that the full quota of students had been enrolled. Auckland, January 12. At a meeting of the temperance party held to-night it was decided to support the candidature of the members of the present Licensing Committee. Auckland, January 12. The annual meeting of the Senate of the University of New Zealand will be opened at the Auckland University College. Dunedin, January 12. Mr. James Allen's election expenses in the Bruce contest have been returned at £156. The departure of the Shaw-Savill steamer Arawa was delayed for some time yesterday owing to her being unable to obtain the full complement of firemen. Christchurch, January 12. The conference of boot manufacturers from different parts of the Dominion, which has been sitting in the city for the past two days, has resulted in the formation of the Bootmakers' Federation. Once get a nation into inviting fresh air instead of barring it out, and not only will that nation grow in energy, but it is going to better itself physically. "Inquirer," Philadelphia. (501, 385, 577, 628)
filler-text: "Cumulative investigations unearthed thirty years ago at Mercury brought to light the fact that the planet Mars was shown 250 years before our era, and, as a deity, presided over the day of the week we call Tuesday." The story of this beautiful little globe, all the size of our world, as known up to about the date mentioned, can be set out in a very few sentences. But on September 5, 1877, a startling telegram announced to the world that the eminent astronomer Schiaparelli, studying Mars at Milan, had observed canals. But in 1879 and again in 1882 the geometrical markings were again seen by various astronomers, and it became clear that a system of long lines existed. And now, the existence of these long-disputed markings having been clearly established, the problem of the future is to discover what and why they are. This account of the climate of Mars would appear to settle the question as to the construction of canals on Mars. "Cumulative investigations unearthed thirty years ago at Mercury brought to light the fact that the planet Mars was shown 250 years before our era, and, as a deity, presided over the day of the week we call Tuesday." The story of this beautiful little globe, all the size of our world, as known up to about the date mentioned, can be set out in a very few sentences. But on September 5, 1877, a startling telegram announced to the world that the eminent astronomer Schiaparelli, studying Mars at Milan, had observed canals. But in 1879 and again in 1882 the geometrical markings were again seen by various astronomers, and it became clear that a system of long lines existed. And now, the existence of these long-disputed markings having been clearly established, the problem of the future is to discover what and why they are. This account of the climate of Mars would appear to settle the question as to the construction of canals on Mars. (94, 93, 170, 285)
subheading: Advertising Methods. (271, 644, 318, 649)
headline: TROUBLE AT THE WHARF. (507, 1192, 571, 1207)
subheading: THE TITTELL-BRUNE SEASON. (422, 41, 492, 45)
subheading: FINAL SOLUTION CERTAIN. (101, 55, 164, 60)
filler-text: The Dresden wore a busy appearance yesterday morning when the box plans for the whole thirteen nights of the Tittell-Brune season were opened. A well-selected series of films is being shown at the Theatre Royal this week, and the audience which gathered to see them last night was not slow in showing its appreciation. The patrons at His Majesty's continue to hold the popular taste, and the current week's programme is an excellent one. The current programme of biomatograph pictures at the Town Hall is a most attractive one. A treat to lovers of good music will be afforded in the two concerts to be given by Madame Ada Crossley. Calamities such as that which occurred in Sydney harbour, when fifteen bluejackets of H.M.S. Encounter lost their lives, make a strong appeal to everyone. The attractive bill of fare provided by the Scarlet Troubadours drew another large audience to the Concert Chamber of the Town Hall last evening. An evening excursion to Day's Bay has been arranged for to-night. On Saturday afternoon next the young instrumentalists, the Cherniavskis, will give a special matinee at the Town Concert Chamber. Commenting on the Lake Wakatipu steamer service, the Wakatipu Mail says the Minister for Railways has been requested to consider the matter. The Dresden wore a busy appearance yesterday morning when the box plans for the whole thirteen nights of the Tittell-Brune season were opened. A well-selected series of films is being shown at the Theatre Royal this week, and the audience which gathered to see them last night was not slow in showing its appreciation. The patrons at His Majesty's continue to hold the popular taste, and the current week's programme is an excellent one. The current programme of biomatograph pictures at the Town Hall is a most attractive one. A treat to lovers of good music will be afforded in the two concerts to be given by Madame Ada Crossley. Calamities such as that which occurred in Sydney harbour, when fifteen bluejackets of H.M.S. Encounter lost their lives, make a strong appeal to everyone. The attractive bill of fare provided by the Scarlet Troubadours drew another large audience to the Concert Chamber of the Town Hall last evening. An evening excursion to Day's Bay has been arranged for to-night. On Saturday afternoon next the young instrumentalists, the Cherniavskis, will give a special matinee at the Town Concert Chamber. Commenting on the Lake Wakatipu steamer service, the Wakatipu Mail says the Minister for Railways has been requested to consider the matter. (420, 1465, 495, 1721)
subheading: (BY TELEGRAPH - PRESS ASSOCIATION.) (511, 1504, 567, 1514)
column-4 (254, 28, 336, 1445)
article-body: At Newtown Park to-day an eleven representing Vaduz will play a team of the Y.M.C.A. (257, 1256, 333, 1268)
article-body: The attractive bill of fare provided by the Scarlet Troubadours drew another large audience to the Concert Chamber of the Town Hall last evening. (420, 1728, 495, 1745)
article-body: This account of the climate of Mars would appear to settle the question as to the construction of canals on Mars. (94, 1168, 170, 1181)
article-body: A well-selected series of films is being shown at the Theatre Royal this week, and the audience which gathered to see them last night was not slow in showing its appreciation. (420, 328, 495, 349)
subheading: December - Business on the Main Trunk. (340, 155, 412, 165)
subheading: NON-APPOINTMENT OF EXTRA JUDGE. (15, 837, 87, 847)
headline: THE EMPLOYERS' ATTITUDE. (19, 276, 83, 290)
article-body: The full programme for the coming year has not yet been mapped out in full. (338, 306, 414, 314)
article-body: A line drawn from Cape Palliser, in the south, to the Turanganui, in the King Country, defines the northern and southern delimitations of the Wellington land district. (257, 52, 333, 69)
subheading: The Mystery Deepened: Canals; but No Water. (98, 940, 167, 950)
headline: CRICKET. (278, 1247, 312, 1255)
subheading: (BY TELEGRAPH - PRESS ASSOCIATION.) (511, 49, 567, 59)
columns (11, 28, 581, 2575)
headline: ON THE LAND. (261, 31, 328, 39)
article-body: The story of this beautiful little globe, all the size of our world, as known up to about the date mentioned, can be set out in a very few sentences. (94, 292, 170, 310)
cast-entry: The Lady Constance Clavering. (180, 89, 232, 93)
filler-text: "Cumulative investigations unearthed thirty years ago at Mercury brought to light the fact that the planet Mars was shown 250 years before our era, and, as a deity, presided over the day of the week we call Tuesday." The story of this beautiful little globe, all the size of our world, as known up to about the date mentioned, can be set out in a very few sentences. But on September 5, 1877, a startling telegram announced to the world that the eminent astronomer Schiaparelli, studying Mars at Milan, had observed canals. But in 1879 and again in 1882 the geometrical markings were again seen by various astronomers, and it became clear that a system of long lines existed. And now, the existence of these long-disputed markings having been clearly established, the problem of the future is to discover what and why they are. This account of the climate of Mars would appear to settle the question as to the construction of canals on Mars. "Cumulative investigations unearthed thirty years ago at Mercury brought to light the fact that the planet Mars was shown 250 years before our era, and, as a deity, presided over the day of the week we call Tuesday." The story of this beautiful little globe, all the size of our world, as known up to about the date mentioned, can be set out in a very few sentences. But on September 5, 1877, a startling telegram announced to the world that the eminent astronomer Schiaparelli, studying Mars at Milan, had observed canals. But in 1879 and again in 1882 the geometrical markings were again seen by various astronomers, and it became clear that a system of long lines existed. And now, the existence of these long-disputed markings having been clearly established, the problem of the future is to discover what and why they are. This account of the climate of Mars would appear to settle the question as to the construction of canals on Mars. (94, 1182, 170, 1375)
filler-text: "Zira," a play in four acts. Cast: Rev. Gordon Clavering ... Mr. Henry Kolker. Sir Frederick Knowles ... Mr. E. E. Lane. Captain Arnold Sylvester ... Mr. Geo. S. Titheradge. Mark Trent ... Mr. Cyril Mackay. The Lady Constance Clavering. I take it that "Zira," presented in Wellington for the first time under that name, is not unfamiliar to many theatre-goers by reason of its treatment of an old, old theme. It is the story of a woman who, having loved, sinned and suffered, comes to the house of a stranger, and by her great self-sacrifice finally wins peace. Miss Margaret Anglin took the part of the heroine in the original production, and in Miss Zira Vaughan the present company has an actress of real emotional power. "Zira," a play in four acts. Cast: Rev. Gordon Clavering ... Mr. Henry Kolker. Sir Frederick Knowles ... Mr. E. E. Lane. Captain Arnold Sylvester ... Mr. Geo. S. Titheradge. Mark Trent ... Mr. Cyril Mackay. The Lady Constance Clavering. I take it that "Zira," presented in Wellington for the first time under that name, is not unfamiliar to many theatre-goers by reason of its treatment of an old, old theme. It is the story of a woman who, having loved, sinned and suffered, comes to the house of a stranger, and by her great self-sacrifice finally wins peace. Miss Margaret Anglin took the part of the heroine in the original production, and in Miss Zira Vaughan the present company has an actress of real emotional power. (176, 281, 251, 426)
signature: F. YOUNG, (68, 1313, 89, 1318)
filler-text: Christchurch, January 12. At a meeting of the Board of Governors of the Canterbury (Lincoln) Agricultural College, the acting-director reported that the full quota of students had been enrolled. Auckland, January 12. At a meeting of the temperance party held to-night it was decided to support the candidature of the members of the present Licensing Committee. Auckland, January 12. The annual meeting of the Senate of the University of New Zealand will be opened at the Auckland University College. Dunedin, January 12. Mr. James Allen's election expenses in the Bruce contest have been returned at £156. The departure of the Shaw-Savill steamer Arawa was delayed for some time yesterday owing to her being unable to obtain the full complement of firemen. Christchurch, January 12. The conference of boot manufacturers from different parts of the Dominion, which has been sitting in the city for the past two days, has resulted in the formation of the Bootmakers' Federation. Once get a nation into inviting fresh air instead of barring it out, and not only will that nation grow in energy, but it is going to better itself physically. "Inquirer," Philadelphia. Christchurch, January 12. At a meeting of the Board of Governors of the Canterbury (Lincoln) Agricultural College, the acting-director reported that the full quota of students had been enrolled. Auckland, January 12. At a meeting of the temperance party held to-night it was decided to support the candidature of the members of the present Licensing Committee. Auckland, January 12. The annual meeting of the Senate of the University of New Zealand will be opened at the Auckland University College. Dunedin, January 12. Mr. James Allen's election expenses in the Bruce contest have been returned at £156. The departure of the Shaw-Savill steamer Arawa was delayed for some time yesterday owing to her being unable to obtain the full complement of firemen. Christchurch, January 12. The conference of boot manufacturers from different parts of the Dominion, which has been sitting in the city for the past two days, has resulted in the formation of the Bootmakers' Federation. Once get a nation into inviting fresh air instead of barring it out, and not only will that nation grow in energy, but it is going to better itself physically. "Inquirer," Philadelphia. (501, 942, 577, 1186)
filler-text: The Dresden wore a busy appearance yesterday morning when the box plans for the whole thirteen nights of the Tittell-Brune season were opened. A well-selected series of films is being shown at the Theatre Royal this week, and the audience which gathered to see them last night was not slow in showing its appreciation. The patrons at His Majesty's continue to hold the popular taste, and the current week's programme is an excellent one. The current programme of biomatograph pictures at the Town Hall is a most attractive one. A treat to lovers of good music will be afforded in the two concerts to be given by Madame Ada Crossley. Calamities such as that which occurred in Sydney harbour, when fifteen bluejackets of H.M.S. Encounter lost their lives, make a strong appeal to everyone. The attractive bill of fare provided by the Scarlet Troubadours drew another large audience to the Concert Chamber of the Town Hall last evening. An evening excursion to Day's Bay has been arranged for to-night. On Saturday afternoon next the young instrumentalists, the Cherniavskis, will give a special matinee at the Town Concert Chamber. Commenting on the Lake Wakatipu steamer service, the Wakatipu Mail says the Minister for Railways has been requested to consider the matter. The Dresden wore a busy appearance yesterday morning when the box plans for the whole thirteen nights of the Tittell-Brune season were opened. A well-selected series of films is being shown at the Theatre Royal this week, and the audience which gathered to see them last night was not slow in showing its appreciation. The patrons at His Majesty's continue to hold the popular taste, and the current week's programme is an excellent one. The current programme of biomatograph pictures at the Town Hall is a most attractive one. A treat to lovers of good music will be afforded in the two concerts to be given by Madame Ada Crossley. Calamities such as that which occurred in Sydney harbour, when fifteen bluejackets of H.M.S. Encounter lost their lives, make a strong appeal to everyone. The attractive bill of fare provided by the Scarlet Troubadours drew another large audience to the Concert Chamber of the Town Hall last evening. An evening excursion to Day's Bay has been arranged for to-night. On Saturday afternoon next the young instrumentalists, the Cherniavskis, will give a special matinee at the Town Concert Chamber. Commenting on the Lake Wakatipu steamer service, the Wakatipu Mail says the Minister for Railways has been requested to consider the matter. (420, 2320, 495, 2575)
headline: BOOTMAKERS' FEDERATION. (512, 1483, 566, 1497)
article-body: An evening excursion to Day's Bay has been arranged for to-night. (420, 2010, 495, 2018)
article-body: The following diary (culled from the records) presents a convenient review of the year's operations. (257, 1051, 333, 1064)
column-6 (417, 28, 508, 2575)
article-body: June 24. The landing reserve at Castlepoint, 48 acres, was offered at a seven-years' lease under the Public Reserves Act. (338, 28, 414, 41)
filler-text: "As regards further legislation, and a definite statement as to what Parliament's purpose is, before I can be asked to prescribe a remedy I am entitled to be satisfied as to the facts, and obviously these cannot be taken to be established merely by the statements of the other side." Mr. W. Pryor, secretary of the Employers' Association, in reply to an inquiry last evening, said that no doubt the council of the association would consider the position at an early date. Yesterday, Mr. W. Pryor, secretary of the New Zealand Employers' Federation, wrote as follows to Sir Joseph Ward, inviting him to attend the proposed conference. The recent published announcement by the Hon. Dr. Findlay that it was not intended to appoint a temporary judge in the absence of the Chief Justice caused comment. The Hon. J. G. Findlay, Minister of Justice, Wellington. The Minister has replied, promising to confer with the Chief Justice, and stating that it seems possible to arrange for some of the judges who are not so fully occupied to come to Wellington. "As regards further legislation, and a definite statement as to what Parliament's purpose is, before I can be asked to prescribe a remedy I am entitled to be satisfied as to the facts, and obviously these cannot be taken to be established merely by the statements of the other side." Mr. W. Pryor, secretary of the Employers' Association, in reply to an inquiry last evening, said that no doubt the council of the association would consider the position at an early date. Yesterday, Mr. W. Pryor, secretary of the New Zealand Employers' Federation, wrote as follows to Sir Joseph Ward, inviting him to attend the proposed conference. The recent published announcement by the Hon. Dr. Findlay that it was not intended to appoint a temporary judge in the absence of the Chief Justice caused comment. The Hon. J. G. Findlay, Minister of Justice, Wellington. The Minister has replied, promising to confer with the Chief Justice, and stating that it seems possible to arrange for some of the judges who are not so fully occupied to come to Wellington. (13, 872, 89, 1081)
article-body: Auckland, January 12. At a meeting of the temperance party held to-night it was decided to support the candidature of the members of the present Licensing Committee. (501, 362, 577, 384)
headline: UNIVERSITY SENATE. (516, 635, 562, 650)
filler-text: Christchurch, January 12. At a meeting of the Board of Governors of the Canterbury (Lincoln) Agricultural College, the acting-director reported that the full quota of students had been enrolled. Auckland, January 12. At a meeting of the temperance party held to-night it was decided to support the candidature of the members of the present Licensing Committee. Auckland, January 12. The annual meeting of the Senate of the University of New Zealand will be opened at the Auckland University College. Dunedin, January 12. Mr. James Allen's election expenses in the Bruce contest have been returned at £156. The departure of the Shaw-Savill steamer Arawa was delayed for some time yesterday owing to her being unable to obtain the full complement of firemen. Christchurch, January 12. The conference of boot manufacturers from different parts of the Dominion, which has been sitting in the city for the past two days, has resulted in the formation of the Bootmakers' Federation. Once get a nation into inviting fresh air instead of barring it out, and not only will that nation grow in energy, but it is going to better itself physically. "Inquirer," Philadelphia. Christchurch, January 12. At a meeting of the Board of Governors of the Canterbury (Lincoln) Agricultural College, the acting-director reported that the full quota of students had been enrolled. Auckland, January 12. At a meeting of the temperance party held to-night it was decided to support the candidature of the members of the present Licensing Committee. Auckland, January 12. The annual meeting of the Senate of the University of New Zealand will be opened at the Auckland University College. Dunedin, January 12. Mr. James Allen's election expenses in the Bruce contest have been returned at £156. The departure of the Shaw-Savill steamer Arawa was delayed for some time yesterday owing to her being unable to obtain the full complement of firemen. Christchurch, January 12. The conference of boot manufacturers from different parts of the Dominion, which has been sitting in the city for the past two days, has resulted in the formation of the Bootmakers' Federation. Once get a nation into inviting fresh air instead of barring it out, and not only will that nation grow in energy, but it is going to better itself physically. "Inquirer," Philadelphia. (501, 1538, 577, 1781)
headline: NEW ZEALAND NEWS. (505, 31, 573, 47)
article-body: The Commissioner for Crown Lands, accompanied by Messrs. Rees, Ranger, Clarkson and others, left Wellington on December 7 on a tour of the Crown settlement blocks along the Main Trunk line. (338, 165, 414, 187)
article-body: "Cumulative investigations unearthed thirty years ago at Mercury brought to light the fact that the planet Mars was shown 250 years before our era, and, as a deity, presided over the day of the week we call Tuesday." (94, 66, 170, 92)
filler-text: Christchurch, January 12. At a meeting of the Board of Governors of the Canterbury (Lincoln) Agricultural College, the acting-director reported that the full quota of students had been enrolled. Auckland, January 12. At a meeting of the temperance party held to-night it was decided to support the candidature of the members of the present Licensing Committee. Auckland, January 12. The annual meeting of the Senate of the University of New Zealand will be opened at the Auckland University College. Dunedin, January 12. Mr. James Allen's election expenses in the Bruce contest have been returned at £156. The departure of the Shaw-Savill steamer Arawa was delayed for some time yesterday owing to her being unable to obtain the full complement of firemen. Christchurch, January 12. The conference of boot manufacturers from different parts of the Dominion, which has been sitting in the city for the past two days, has resulted in the formation of the Bootmakers' Federation. Once get a nation into inviting fresh air instead of barring it out, and not only will that nation grow in energy, but it is going to better itself physically. "Inquirer," Philadelphia. Christchurch, January 12. At a meeting of the Board of Governors of the Canterbury (Lincoln) Agricultural College, the acting-director reported that the full quota of students had been enrolled. Auckland, January 12. At a meeting of the temperance party held to-night it was decided to support the candidature of the members of the present Licensing Committee. Auckland, January 12. The annual meeting of the Senate of the University of New Zealand will be opened at the Auckland University College. Dunedin, January 12. Mr. James Allen's election expenses in the Bruce contest have been returned at £156. The departure of the Shaw-Savill steamer Arawa was delayed for some time yesterday owing to her being unable to obtain the full complement of firemen. Christchurch, January 12. The conference of boot manufacturers from different parts of the Dominion, which has been sitting in the city for the past two days, has resulted in the formation of the Bootmakers' Federation. Once get a nation into inviting fresh air instead of barring it out, and not only will that nation grow in energy, but it is going to better itself physically. "Inquirer," Philadelphia. (501, 670, 577, 913)
